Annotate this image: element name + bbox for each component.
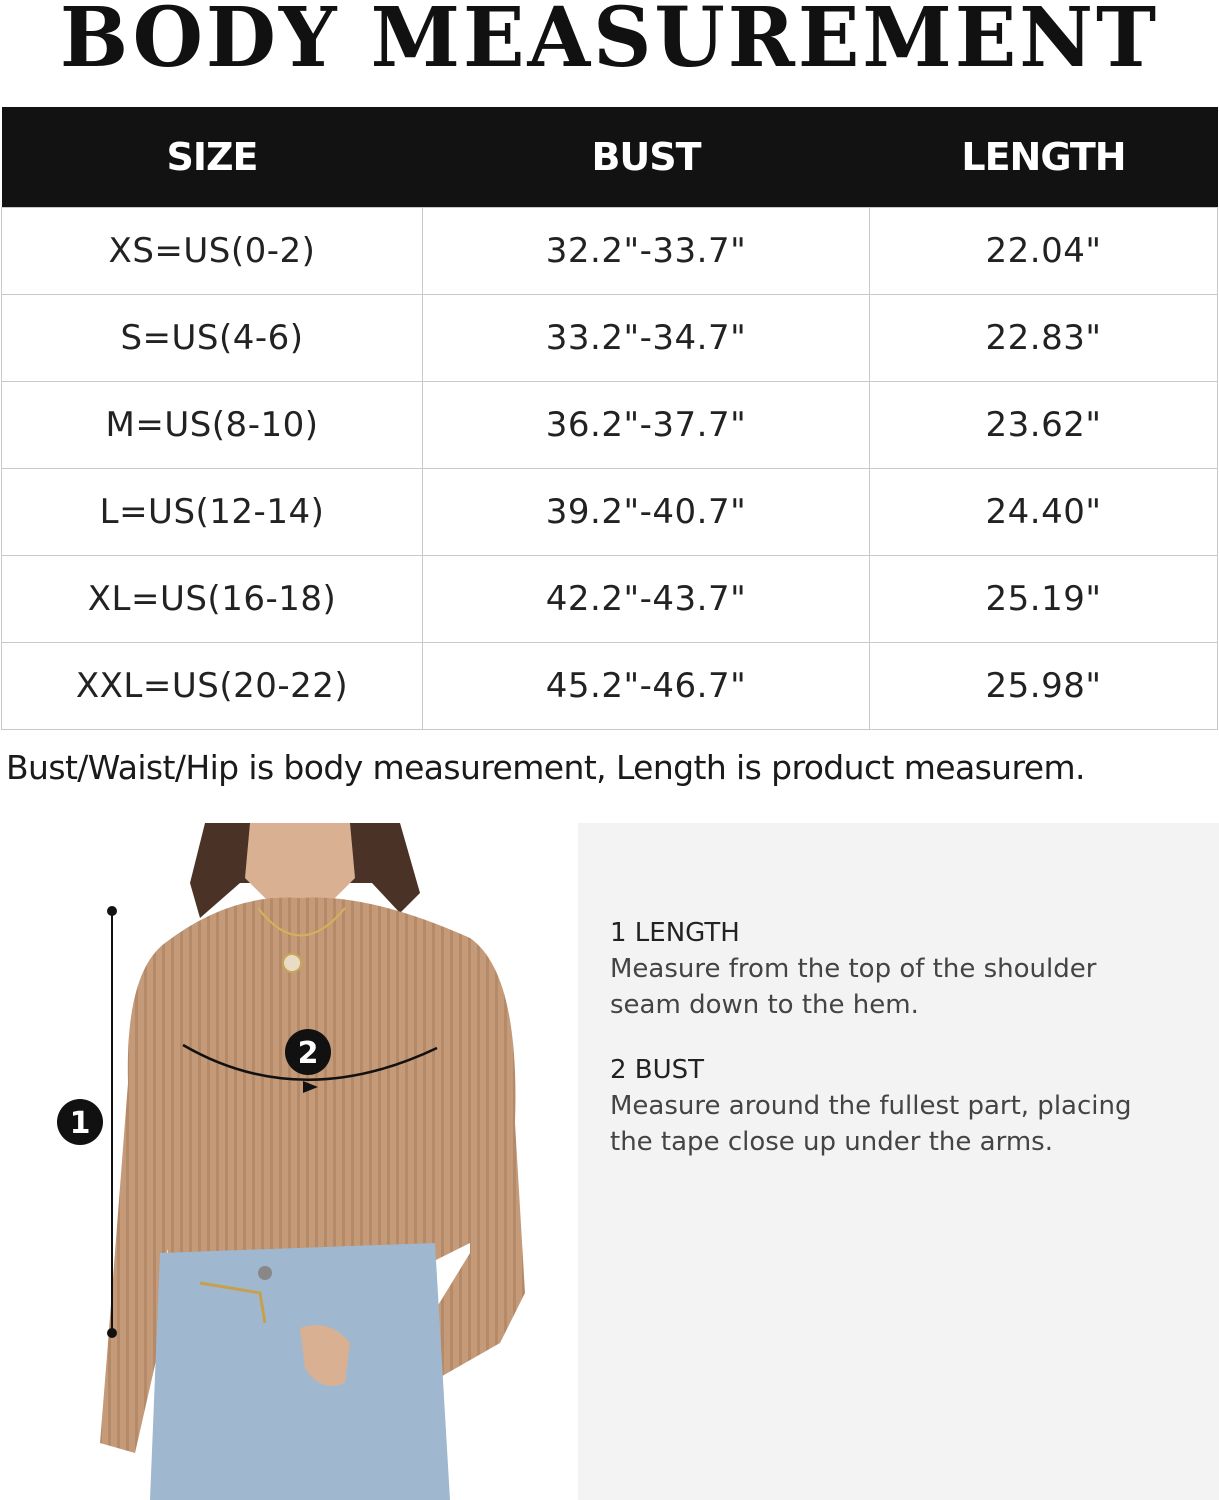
bust-guide: [610, 1052, 1210, 1160]
bust-cell: 32.2"-33.7": [423, 208, 870, 295]
jeans-shape: [150, 1243, 450, 1500]
neck-shape: [245, 823, 355, 903]
bust-guide-title: 2 BUST: [610, 1055, 705, 1085]
jeans-button-icon: [258, 1266, 272, 1280]
length-cell: 24.40": [870, 469, 1218, 556]
length-cell: 22.04": [870, 208, 1218, 295]
table-header-row: [2, 107, 1218, 208]
length-marker-label: 1: [69, 1106, 91, 1141]
bust-marker-label: 2: [297, 1036, 319, 1071]
size-cell: XXL=US(20-22): [2, 643, 423, 730]
table-row: [2, 295, 1218, 382]
size-cell: XS=US(0-2): [2, 208, 423, 295]
length-cell: 23.62": [870, 382, 1218, 469]
header-size: SIZE: [2, 107, 423, 208]
size-chart-table: [1, 107, 1218, 730]
bust-cell: 39.2"-40.7": [423, 469, 870, 556]
header-length: LENGTH: [870, 107, 1218, 208]
size-cell: XL=US(16-18): [2, 556, 423, 643]
table-row: [2, 382, 1218, 469]
length-cell: 22.83": [870, 295, 1218, 382]
header-bust: BUST: [423, 107, 870, 208]
length-bottom-dot: [107, 1328, 117, 1338]
table-row: [2, 643, 1218, 730]
bust-guide-text: Measure around the fullest part, placing the tape close up under the arms.: [610, 1091, 1132, 1157]
bust-cell: 42.2"-43.7": [423, 556, 870, 643]
table-row: [2, 469, 1218, 556]
length-cell: 25.98": [870, 643, 1218, 730]
measurement-guide-panel: [578, 823, 1219, 1500]
length-top-dot: [107, 906, 117, 916]
model-illustration: [0, 823, 578, 1500]
length-guide: [610, 915, 1210, 1023]
length-guide-text: Measure from the top of the shoulder seam down to the hem.: [610, 954, 1097, 1020]
page-title: BODY MEASUREMENT: [59, 0, 1160, 86]
length-guide-title: 1 LENGTH: [610, 918, 740, 948]
table-row: [2, 556, 1218, 643]
length-cell: 25.19": [870, 556, 1218, 643]
size-cell: S=US(4-6): [2, 295, 423, 382]
bust-cell: 36.2"-37.7": [423, 382, 870, 469]
model-photo: [0, 823, 578, 1500]
measurement-note: Bust/Waist/Hip is body measurement, Length is product measurem.: [6, 748, 1085, 787]
bust-cell: 33.2"-34.7": [423, 295, 870, 382]
pendant-icon: [283, 954, 301, 972]
size-cell: L=US(12-14): [2, 469, 423, 556]
table-row: [2, 208, 1218, 295]
bust-cell: 45.2"-46.7": [423, 643, 870, 730]
size-cell: M=US(8-10): [2, 382, 423, 469]
